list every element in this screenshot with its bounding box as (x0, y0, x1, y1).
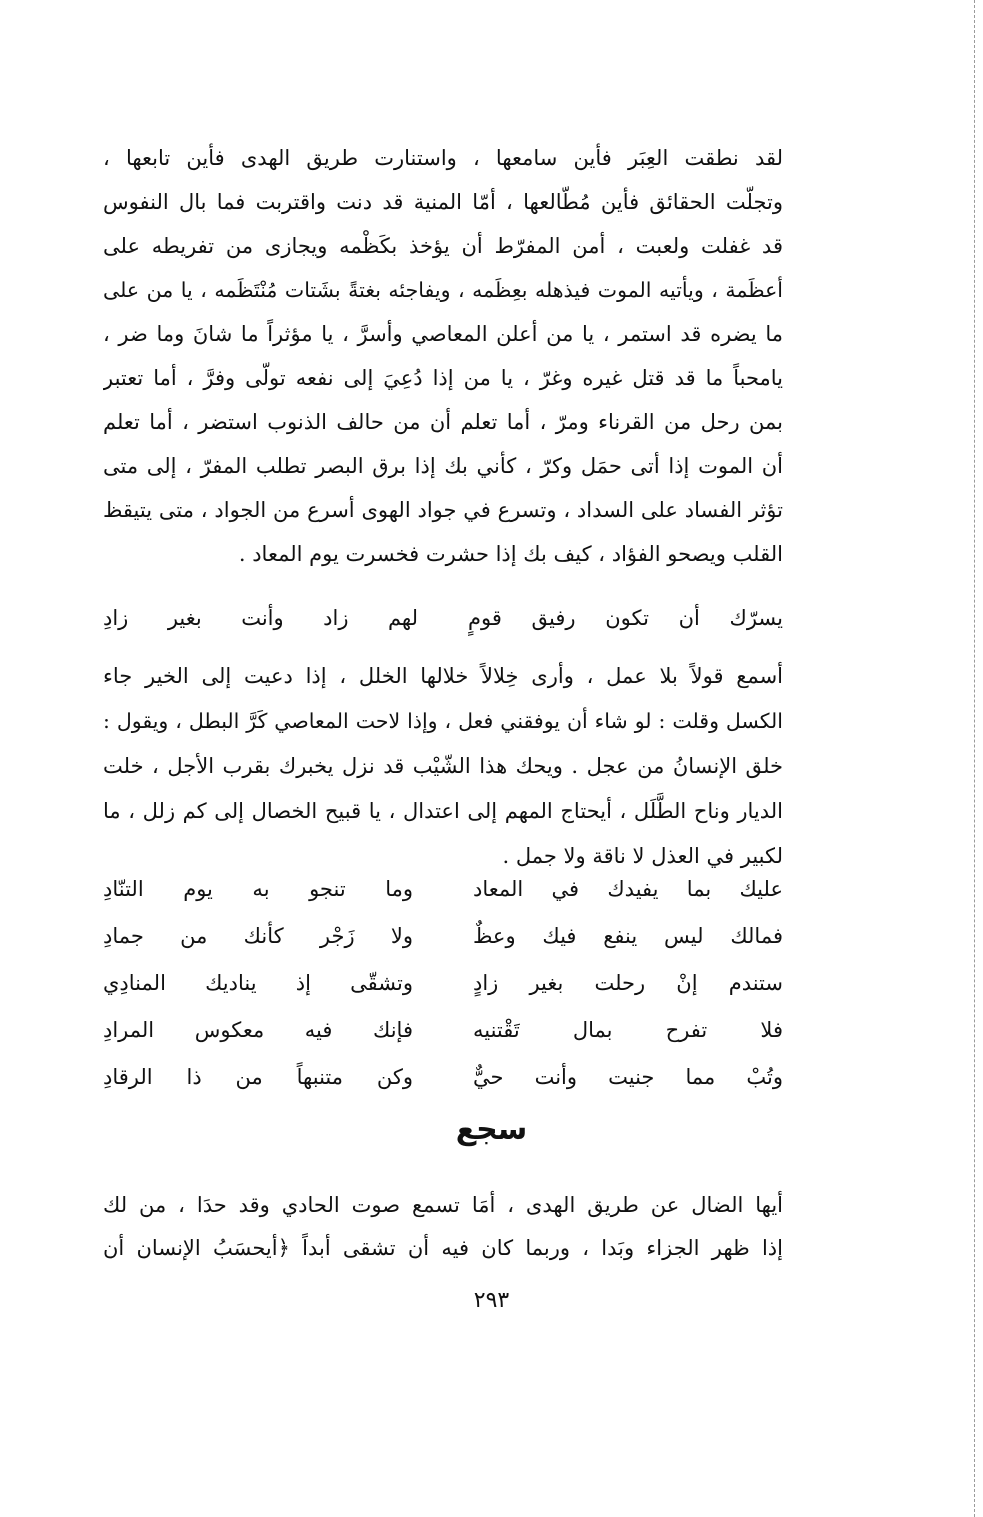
verse-first-hemistich: فمالك ليس ينفع فيك وعظٌ (473, 924, 783, 948)
section-heading: سجع (455, 1112, 528, 1147)
text-line: لكبير في العذل لا ناقة ولا جمل . (502, 844, 783, 868)
verse-first-hemistich: فلا تفرح بمال تَقْتنيه (473, 1018, 783, 1042)
verse-first-hemistich: وتُبْ مما جنيت وأنت حيٌّ (473, 1065, 783, 1089)
text-line: تؤثر الفساد على السداد ، وتسرع في جواد الهوى أسرع من الجواد ، متى يتيقظ (103, 498, 783, 522)
text-line: أيها الضال عن طريق الهدى ، أمَا تسمع صوت الحادي وقد حدَا ، من لك (103, 1193, 783, 1217)
text-line: بمن رحل من القرناء ومرّ ، أما تعلم أن من حالف الذنوب استضر ، أما تعلم (103, 410, 783, 434)
text-line: القلب ويصحو الفؤاد ، كيف بك إذا حشرت فخسرت يوم المعاد . (238, 542, 783, 566)
poem (103, 866, 783, 1101)
paragraph-3 (103, 1184, 783, 1270)
text-line: وتجلّت الحقائق فأين مُطّالعها ، أمّا المنية قد دنت واقتربت فما بال النفوس (103, 190, 783, 214)
verse-second-hemistich: وكن متنبهاً من ذا الرقادِ (103, 1065, 413, 1089)
poem-verse (103, 913, 783, 960)
verse-second-hemistich: وما تنجو به يوم التنّادِ (103, 877, 413, 901)
text-line: إذا ظهر الجزاء وبَدا ، وربما كان فيه أن تشقى أبداً ﴿أيحسَبُ الإنسان أن (103, 1236, 783, 1260)
poem-verse (103, 960, 783, 1007)
page-number: ٢٩٣ (473, 1288, 510, 1313)
paragraph-2 (103, 654, 783, 879)
verse-first-hemistich: يسرّك أن تكون رفيق قومٍ (468, 606, 783, 630)
verse-couplet (103, 596, 783, 640)
text-line: أسمع قولاً بلا عمل ، وأرى خِلالاً خلالها الخلل ، إذا دعيت إلى الخير جاء (103, 664, 783, 688)
text-line: قد غفلت ولعبت ، أمن المفرّط أن يؤخذ بكَظْمه ويجازى من تفريطه على (103, 234, 783, 258)
poem-verse (103, 1007, 783, 1054)
text-line: أن الموت إذا أتى حمَل وكرّ ، كأني بك إذا برق البصر تطلب المفرّ ، إلى متى (103, 454, 783, 478)
text-line: ما يضره قد استمر ، يا من أعلن المعاصي وأسرَّ ، يا مؤثراً ما شانَ وما ضر ، (103, 322, 783, 346)
text-line: الكسل وقلت : لو شاء أن يوفقني فعل ، وإذا لاحت المعاصي كَرَّ البطل ، ويقول : (103, 709, 783, 733)
text-line: لقد نطقت العِبَر فأين سامعها ، واستنارت طريق الهدى فأين تابعها ، (103, 146, 783, 170)
verse-second-hemistich: فإنك فيه معكوس المرادِ (103, 1018, 413, 1042)
text-line: خلق الإنسانُ من عجل . ويحك هذا الشّيْب قد نزل يخبرك بقرب الأجل ، خلت (103, 754, 783, 778)
paragraph-1 (103, 136, 783, 576)
verse-first-hemistich: ستندم إنْ رحلت بغير زادٍ (473, 971, 783, 995)
verse-second-hemistich: لهم زاد وأنت بغير زادِ (103, 606, 418, 630)
text-line: أعظَمة ، ويأتيه الموت فيذهله بعِظَمه ، ويفاجئه بغتةً بشَتات مُنْتَظَمه ، يا من على (103, 278, 783, 302)
verse-first-hemistich: عليك بما يفيدك في المعاد (473, 877, 783, 901)
poem-verse (103, 1054, 783, 1101)
text-line: الديار وناح الطَّلَل ، أيحتاج المهم إلى اعتدال ، يا قبيح الخصال إلى كم زلل ، ما (103, 799, 783, 823)
poem-verse (103, 866, 783, 913)
verse-second-hemistich: وتشقّى إذ يناديك المنادِي (103, 971, 413, 995)
text-line: يامحباً ما قد قتل غيره وغرّ ، يا من إذا دُعِيَ إلى نفعه تولّى وفرَّ ، أما تعتبر (103, 366, 783, 390)
verse-second-hemistich: ولا زَجْر كأنك من جمادِ (103, 924, 413, 948)
